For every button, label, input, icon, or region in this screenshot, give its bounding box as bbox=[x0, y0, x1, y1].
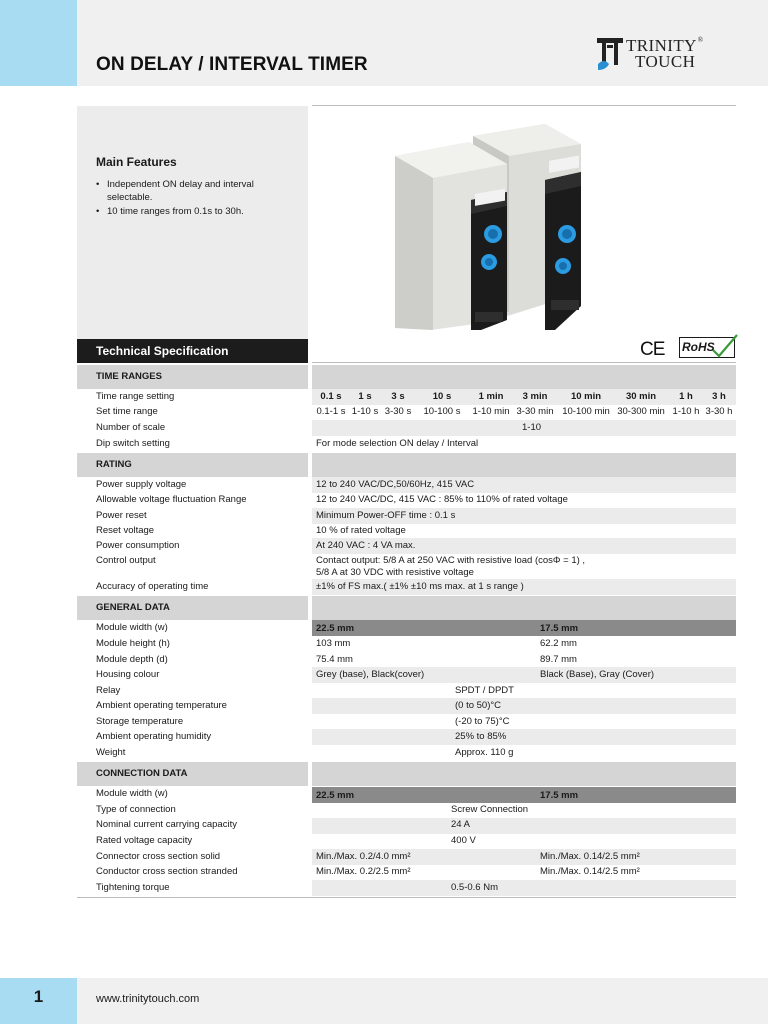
website-link[interactable]: www.trinitytouch.com bbox=[96, 993, 200, 1005]
rating-value: Contact output: 5/8 A at 250 VAC with resistive load (cosΦ = 1) , bbox=[316, 555, 586, 566]
table-bottom-rule bbox=[77, 897, 736, 898]
general-value: 103 mm bbox=[316, 638, 351, 649]
row-label: Conductor cross section stranded bbox=[96, 866, 238, 877]
row-label: Type of connection bbox=[96, 804, 176, 815]
set-range-cell: 1-10 min bbox=[472, 406, 510, 417]
header-divider bbox=[312, 105, 736, 106]
row-label: Ambient operating humidity bbox=[96, 731, 212, 742]
general-value: Black (Base), Gray (Cover) bbox=[540, 669, 655, 680]
logo-text-trinity: TRINITY® bbox=[626, 36, 704, 55]
general-value: 25% to 85% bbox=[455, 731, 507, 742]
section-connection-data bbox=[77, 762, 736, 786]
general-value: Grey (base), Black(cover) bbox=[316, 669, 425, 680]
row-label: Rated voltage capacity bbox=[96, 835, 193, 846]
section-rating bbox=[77, 453, 736, 477]
rating-value: 10 % of rated voltage bbox=[316, 525, 406, 536]
side-tab bbox=[0, 0, 77, 86]
row-label: Weight bbox=[96, 747, 126, 758]
section-title: RATING bbox=[77, 453, 308, 477]
general-value: Approx. 110 g bbox=[455, 747, 514, 758]
logo-text-touch: TOUCH bbox=[635, 52, 696, 71]
row-label: Module width (w) bbox=[96, 622, 168, 633]
row-label: Control output bbox=[96, 555, 156, 566]
row-label: Relay bbox=[96, 685, 121, 696]
module-width-17-5: 17.5 mm bbox=[540, 623, 579, 634]
set-range-cell: 10-100 min bbox=[562, 406, 610, 417]
features-panel bbox=[77, 106, 308, 339]
set-range-cell: 10-100 s bbox=[423, 406, 461, 417]
section-time-ranges bbox=[77, 365, 736, 389]
row-label: Module width (w) bbox=[96, 788, 168, 799]
section-title: CONNECTION DATA bbox=[77, 762, 308, 786]
row-label: Nominal current carrying capacity bbox=[96, 819, 237, 830]
set-range-cell: 3-30 h bbox=[705, 406, 733, 417]
row-label: Number of scale bbox=[96, 422, 166, 433]
connection-value: 400 V bbox=[451, 835, 476, 846]
time-range-cell: 1 s bbox=[358, 391, 372, 402]
row-label: Time range setting bbox=[96, 391, 175, 402]
rating-value: At 240 VAC : 4 VA max. bbox=[316, 540, 416, 551]
row-label: Power reset bbox=[96, 510, 147, 521]
row-label: Dip switch setting bbox=[96, 438, 170, 449]
general-value: SPDT / DPDT bbox=[455, 685, 514, 696]
row-label: Reset voltage bbox=[96, 525, 155, 536]
set-range-cell: 3-30 s bbox=[384, 406, 412, 417]
trinity-logo-icon bbox=[596, 36, 624, 72]
rating-value: 12 to 240 VAC/DC,50/60Hz, 415 VAC bbox=[316, 479, 475, 490]
module-width-22-5: 22.5 mm bbox=[316, 623, 355, 634]
connection-value: Screw Connection bbox=[451, 804, 529, 815]
connection-value: Min./Max. 0.2/2.5 mm² bbox=[316, 866, 411, 877]
connection-width-22-5: 22.5 mm bbox=[316, 790, 355, 801]
rohs-mark-icon: RoHS bbox=[679, 337, 735, 358]
time-range-cell: 10 min bbox=[570, 391, 602, 402]
general-value: 75.4 mm bbox=[316, 654, 353, 665]
row-label: Allowable voltage fluctuation Range bbox=[96, 494, 247, 505]
time-range-cell: 1 min bbox=[478, 391, 504, 402]
scale-value: 1-10 bbox=[522, 422, 542, 433]
time-range-cell: 3 h bbox=[712, 391, 726, 402]
features-list bbox=[96, 178, 296, 219]
section-general-data bbox=[77, 596, 736, 620]
time-range-cell: 3 min bbox=[522, 391, 548, 402]
row-label: Module depth (d) bbox=[96, 654, 168, 665]
time-range-cell: 30 min bbox=[625, 391, 657, 402]
page-title: ON DELAY / INTERVAL TIMER bbox=[96, 54, 368, 75]
connection-value: Min./Max. 0.14/2.5 mm² bbox=[540, 851, 640, 862]
feature-item: • 10 time ranges from 0.1s to 30h. bbox=[96, 205, 296, 218]
features-title: Main Features bbox=[96, 155, 177, 169]
check-icon bbox=[695, 332, 739, 360]
tech-spec-heading: Technical Specification bbox=[77, 339, 308, 363]
set-range-cell: 30-300 min bbox=[617, 406, 665, 417]
row-label: Ambient operating temperature bbox=[96, 700, 227, 711]
row-label: Accuracy of operating time bbox=[96, 581, 209, 592]
time-range-cell: 3 s bbox=[391, 391, 405, 402]
page-number: 1 bbox=[33, 987, 44, 1006]
time-range-cell: 1 h bbox=[679, 391, 693, 402]
row-label: Power consumption bbox=[96, 540, 180, 551]
row-label: Set time range bbox=[96, 406, 158, 417]
general-value: 62.2 mm bbox=[540, 638, 577, 649]
product-image bbox=[395, 116, 655, 334]
ce-mark-icon: CE bbox=[640, 339, 665, 360]
brand-logo bbox=[596, 34, 746, 74]
set-range-cell: 3-30 min bbox=[516, 406, 554, 417]
row-label: Tightening torque bbox=[96, 882, 170, 893]
row-label: Module height (h) bbox=[96, 638, 170, 649]
general-value: (-20 to 75)°C bbox=[455, 716, 510, 727]
section-title: GENERAL DATA bbox=[77, 596, 308, 620]
row-label: Storage temperature bbox=[96, 716, 184, 727]
row-label: Connector cross section solid bbox=[96, 851, 221, 862]
rating-value: Minimum Power-OFF time : 0.1 s bbox=[316, 510, 456, 521]
set-range-cell: 1-10 s bbox=[351, 406, 379, 417]
general-value: 89.7 mm bbox=[540, 654, 577, 665]
row-label: Power supply voltage bbox=[96, 479, 187, 490]
row-label: Housing colour bbox=[96, 669, 160, 680]
set-range-cell: 0.1-1 s bbox=[316, 406, 346, 417]
connection-width-17-5: 17.5 mm bbox=[540, 790, 579, 801]
set-range-cell: 1-10 h bbox=[672, 406, 700, 417]
feature-item: • Independent ON delay and interval selectable. bbox=[96, 178, 296, 204]
dip-value: For mode selection ON delay / Interval bbox=[316, 438, 479, 449]
time-range-cell: 10 s bbox=[432, 391, 452, 402]
rating-value: 12 to 240 VAC/DC, 415 VAC : 85% to 110% of rated voltage bbox=[316, 494, 568, 505]
connection-value: 0.5-0.6 Nm bbox=[451, 882, 498, 893]
tech-divider bbox=[312, 362, 736, 363]
connection-value: Min./Max. 0.2/4.0 mm² bbox=[316, 851, 411, 862]
connection-value: 24 A bbox=[451, 819, 471, 830]
rating-value: 5/8 A at 30 VDC with resistive voltage bbox=[316, 567, 474, 578]
rating-value: ±1% of FS max.( ±1% ±10 ms max. at 1 s range ) bbox=[316, 581, 524, 592]
time-range-cell: 0.1 s bbox=[320, 391, 342, 402]
general-value: (0 to 50)°C bbox=[455, 700, 502, 711]
section-title: TIME RANGES bbox=[77, 365, 308, 389]
connection-value: Min./Max. 0.14/2.5 mm² bbox=[540, 866, 640, 877]
